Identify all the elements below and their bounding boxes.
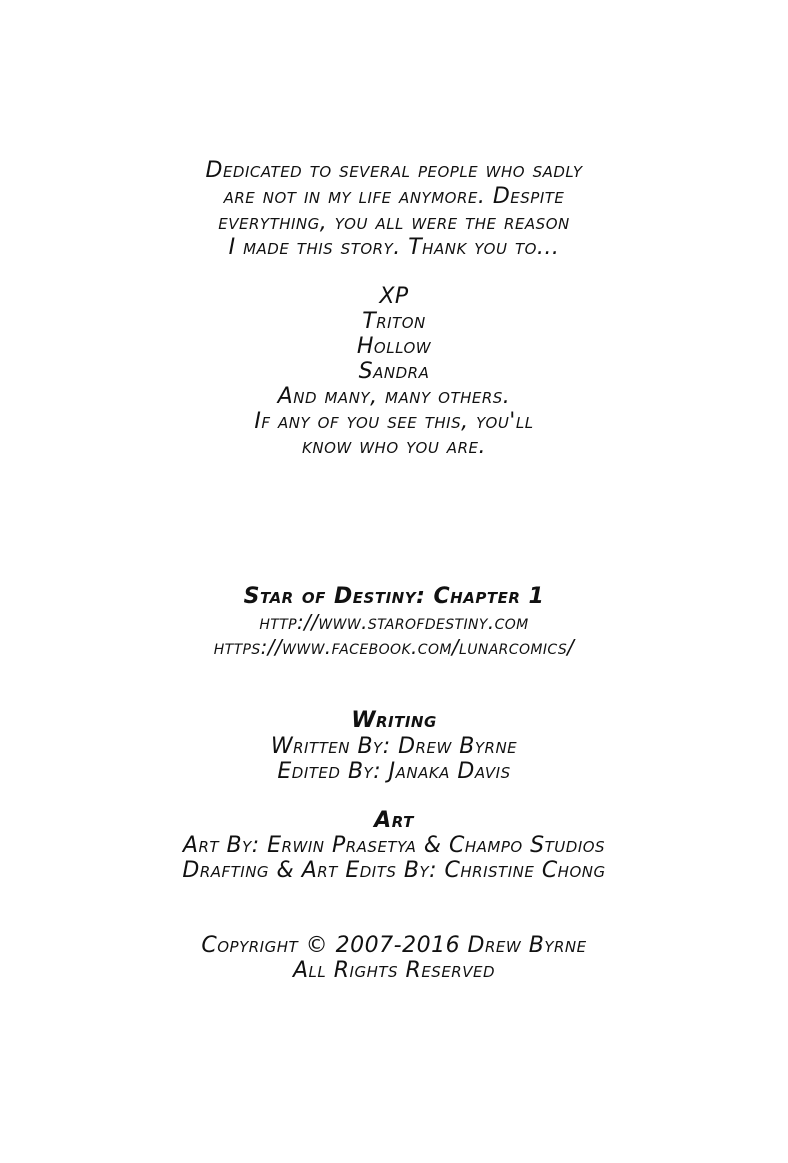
copyright-notice: Copyright © 2007-2016 Drew Byrne: [201, 933, 587, 958]
drafting-by: Drafting & Art Edits By: Christine Chong: [182, 858, 606, 883]
dedication-name-triton: Triton: [362, 309, 426, 334]
dedication-name-xp: XP: [379, 284, 409, 309]
dedication-name-hollow: Hollow: [356, 334, 432, 359]
dedication-closing-1: And many, many others.: [277, 384, 511, 409]
dedication-line-2: are not in my life anymore. Despite: [223, 184, 565, 209]
dedication-closing-2: If any of you see this, you'll: [254, 409, 534, 434]
facebook-link[interactable]: https://www.facebook.com/lunarcomics/: [213, 635, 575, 659]
dedication-line-4: I made this story. Thank you to...: [228, 235, 560, 260]
website-link[interactable]: http://www.starofdestiny.com: [259, 610, 529, 634]
dedication-closing-3: know who you are.: [302, 434, 486, 459]
written-by: Written By: Drew Byrne: [270, 734, 518, 759]
dedication-line-3: everything, you all were the reason: [218, 210, 570, 235]
dedication-line-1: Dedicated to several people who sadly: [205, 158, 583, 183]
edited-by: Edited By: Janaka Davis: [277, 759, 511, 784]
art-heading: Art: [374, 808, 414, 833]
dedication-name-sandra: Sandra: [358, 359, 430, 384]
art-by: Art By: Erwin Prasetya & Champo Studios: [182, 833, 606, 858]
comic-title: Star of Destiny: Chapter 1: [243, 584, 545, 609]
writing-heading: Writing: [351, 708, 437, 733]
rights-reserved: All Rights Reserved: [292, 958, 496, 983]
